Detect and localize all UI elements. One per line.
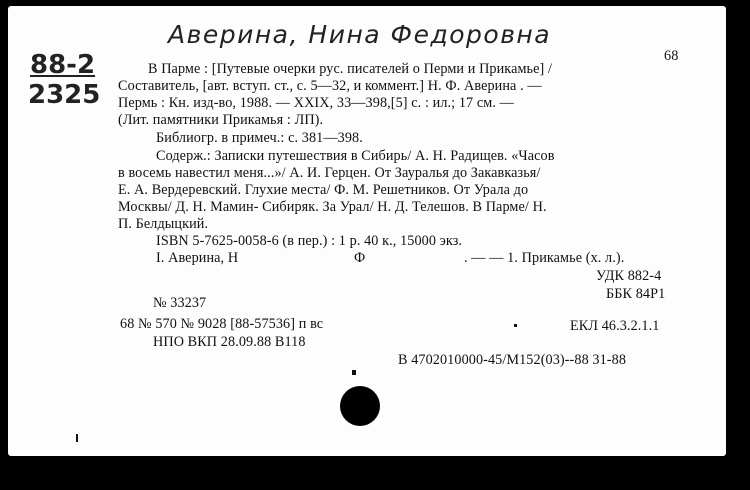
- npo-line: НПО ВКП 28.09.88 В118: [153, 334, 306, 350]
- ekl: ЕКЛ 46.3.2.1.1: [570, 318, 660, 334]
- catalog-line: 68 № 570 № 9028 [88-57536] п вс: [120, 316, 324, 332]
- shelf-mark-bottom: 2325: [28, 80, 101, 110]
- page-number: 68: [664, 48, 679, 64]
- title-line: Пермь : Кн. изд-во, 1988. — XXIX, 33—398,[5] с. : ил.; 17 см. —: [118, 95, 514, 111]
- title-line: Составитель, [авт. вступ. ст., с. 5—32, и коммент.] Н. Ф. Аверина . —: [118, 78, 542, 94]
- catalog-card: [8, 6, 726, 456]
- record-number: № 33237: [153, 295, 207, 311]
- bibliography-note: Библиогр. в примеч.: с. 381—398.: [156, 130, 363, 146]
- shelf-mark-top: 88-2: [30, 50, 96, 80]
- bbk: ББК 84Р1: [606, 286, 666, 302]
- title-line: В Парме : [Путевые очерки рус. писателей о Перми и Прикамье] /: [148, 61, 553, 77]
- contents-line: в восемь навестил меня...»/ А. И. Герцен. От Зауралья до Закавказья/: [118, 165, 541, 181]
- isbn-line: ISBN 5-7625-0058-6 (в пер.) : 1 р. 40 к., 15000 экз.: [156, 233, 463, 249]
- speck-mark: [514, 324, 517, 327]
- tracing-mid: Ф: [354, 250, 366, 266]
- speck-mark: [352, 370, 356, 375]
- speck-mark: [76, 434, 78, 442]
- contents-line: П. Белдыцкий.: [118, 216, 209, 232]
- classification-code: В 4702010000-45/М152(03)--88 31-88: [398, 352, 627, 368]
- title-line: (Лит. памятники Прикамья : ЛП).: [118, 112, 324, 128]
- handwritten-author: Аверина, Нина Федоровна: [168, 20, 552, 49]
- tracing-left: I. Аверина, Н: [156, 250, 239, 266]
- contents-line: Содерж.: Записки путешествия в Сибирь/ А. Н. Радищев. «Часов: [156, 148, 555, 164]
- contents-line: Е. А. Вердеревский. Глухие места/ Ф. М. Решетников. От Урала до: [118, 182, 529, 198]
- udk: УДК 882-4: [596, 268, 662, 284]
- tracing-right: . — — 1. Прикамье (х. л.).: [464, 250, 625, 266]
- contents-line: Москвы/ Д. Н. Мамин- Сибиряк. За Урал/ Н. Д. Телешов. В Парме/ Н.: [118, 199, 547, 215]
- punch-hole: [340, 386, 380, 426]
